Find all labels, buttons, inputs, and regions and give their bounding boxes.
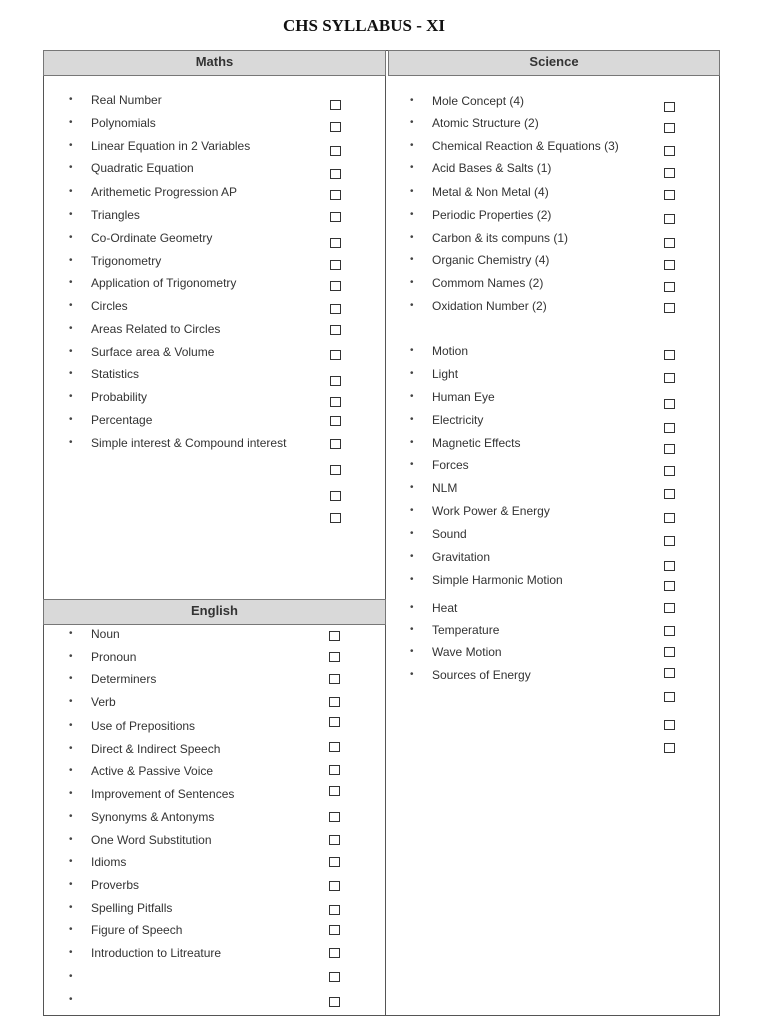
bullet-icon: • <box>410 209 414 220</box>
topic-label: Application of Trigonometry <box>91 276 237 290</box>
topic-label: Gravitation <box>432 550 491 564</box>
checkbox-icon[interactable] <box>330 465 341 475</box>
bullet-icon: • <box>410 646 414 657</box>
topic-label: One Word Substitution <box>91 833 212 847</box>
checkbox-icon[interactable] <box>330 169 341 179</box>
topic-label: Verb <box>91 695 116 709</box>
topic-label: Forces <box>432 458 469 472</box>
page-title: CHS SYLLABUS - XI <box>282 16 445 35</box>
bullet-icon: • <box>410 482 414 493</box>
topic-label: Use of Prepositions <box>91 719 196 733</box>
checkbox-icon[interactable] <box>664 350 675 360</box>
bullet-icon: • <box>410 232 414 243</box>
topic-label: Active & Passive Voice <box>91 764 214 778</box>
checkbox-icon[interactable] <box>329 948 340 958</box>
topic-label: Work Power & Energy <box>432 504 550 518</box>
bullet-icon: • <box>69 94 73 105</box>
checkbox-icon[interactable] <box>329 674 340 684</box>
checkbox-icon[interactable] <box>664 489 675 499</box>
topic-label: Sources of Energy <box>432 668 531 682</box>
bullet-icon: • <box>410 437 414 448</box>
checkbox-icon[interactable] <box>330 146 341 156</box>
bullet-icon: • <box>69 346 73 357</box>
checkbox-icon[interactable] <box>664 513 675 523</box>
bullet-icon: • <box>69 811 73 822</box>
topic-label: Circles <box>91 299 128 313</box>
bullet-icon: • <box>410 300 414 311</box>
checkbox-icon[interactable] <box>664 102 675 112</box>
checkbox-icon[interactable] <box>330 513 341 523</box>
topic-label: Magnetic Effects <box>432 436 521 450</box>
topic-label: Surface area & Volume <box>91 345 215 359</box>
checkbox-icon[interactable] <box>329 742 340 752</box>
bullet-icon: • <box>69 743 73 754</box>
bullet-icon: • <box>410 505 414 516</box>
bullet-icon: • <box>69 117 73 128</box>
checkbox-icon[interactable] <box>329 631 340 641</box>
checkbox-icon[interactable] <box>329 925 340 935</box>
bullet-icon: • <box>69 300 73 311</box>
bullet-icon: • <box>69 720 73 731</box>
topic-label: Human Eye <box>432 390 495 404</box>
checkbox-icon[interactable] <box>330 260 341 270</box>
checkbox-icon[interactable] <box>329 857 340 867</box>
topic-label: Real Number <box>91 93 162 107</box>
topic-label: Simple interest & Compound interest <box>91 436 287 450</box>
bullet-icon: • <box>69 323 73 334</box>
bullet-icon: • <box>410 414 414 425</box>
bullet-icon: • <box>410 602 414 613</box>
topic-label: Electricity <box>432 413 484 427</box>
topic-label: Oxidation Number (2) <box>432 299 547 313</box>
bullet-icon: • <box>410 140 414 151</box>
checkbox-icon[interactable] <box>664 647 675 657</box>
checkbox-icon[interactable] <box>664 168 675 178</box>
topic-label: NLM <box>432 481 458 495</box>
topic-label: Carbon & its compuns (1) <box>432 231 569 245</box>
bullet-icon: • <box>69 765 73 776</box>
bullet-icon: • <box>69 971 73 982</box>
column-divider <box>385 50 386 1016</box>
topic-label: Arithemetic Progression AP <box>91 185 238 199</box>
topic-label: Proverbs <box>91 878 140 892</box>
checkbox-icon[interactable] <box>664 399 675 409</box>
checkbox-icon[interactable] <box>664 692 675 702</box>
checkbox-icon[interactable] <box>664 743 675 753</box>
checkbox-icon[interactable] <box>664 466 675 476</box>
topic-label: Atomic Structure (2) <box>432 116 539 130</box>
topic-label: Improvement of Sentences <box>91 787 235 801</box>
checkbox-icon[interactable] <box>664 123 675 133</box>
topic-label: Trigonometry <box>91 254 162 268</box>
bullet-icon: • <box>69 140 73 151</box>
bullet-icon: • <box>69 437 73 448</box>
bullet-icon: • <box>69 232 73 243</box>
bullet-icon: • <box>69 994 73 1005</box>
bullet-icon: • <box>69 902 73 913</box>
topic-label: Polynomials <box>91 116 156 130</box>
topic-label: Temperature <box>432 623 500 637</box>
bullet-icon: • <box>69 651 73 662</box>
bullet-icon: • <box>410 277 414 288</box>
checkbox-icon[interactable] <box>330 376 341 386</box>
topic-label: Mole Concept (4) <box>432 94 525 108</box>
english-header: English <box>43 599 386 625</box>
checkbox-icon[interactable] <box>330 190 341 200</box>
checkbox-icon[interactable] <box>664 581 675 591</box>
topic-label: Idioms <box>91 855 127 869</box>
bullet-icon: • <box>410 345 414 356</box>
topic-label: Chemical Reaction & Equations (3) <box>432 139 619 153</box>
bullet-icon: • <box>69 879 73 890</box>
maths-header: Maths <box>43 50 386 76</box>
topic-label: Organic Chemistry (4) <box>432 253 550 267</box>
checkbox-icon[interactable] <box>329 997 340 1007</box>
topic-label: Spelling Pitfalls <box>91 901 173 915</box>
bullet-icon: • <box>69 856 73 867</box>
bullet-icon: • <box>69 628 73 639</box>
topic-label: Heat <box>432 601 458 615</box>
checkbox-icon[interactable] <box>330 439 341 449</box>
bullet-icon: • <box>69 186 73 197</box>
topic-label: Triangles <box>91 208 140 222</box>
checkbox-icon[interactable] <box>330 238 341 248</box>
checkbox-icon[interactable] <box>664 423 675 433</box>
bullet-icon: • <box>410 391 414 402</box>
topic-label: Co-Ordinate Geometry <box>91 231 213 245</box>
bullet-icon: • <box>410 186 414 197</box>
bullet-icon: • <box>69 255 73 266</box>
bullet-icon: • <box>69 924 73 935</box>
topic-label: Direct & Indirect Speech <box>91 742 221 756</box>
bullet-icon: • <box>410 669 414 680</box>
bullet-icon: • <box>69 414 73 425</box>
checkbox-icon[interactable] <box>329 717 340 727</box>
bullet-icon: • <box>410 368 414 379</box>
bullet-icon: • <box>69 368 73 379</box>
checkbox-icon[interactable] <box>329 786 340 796</box>
bullet-icon: • <box>410 117 414 128</box>
topic-label: Periodic Properties (2) <box>432 208 552 222</box>
topic-label: Light <box>432 367 459 381</box>
checkbox-icon[interactable] <box>664 373 675 383</box>
topic-label: Motion <box>432 344 469 358</box>
checkbox-icon[interactable] <box>330 100 341 110</box>
checkbox-icon[interactable] <box>664 603 675 613</box>
bullet-icon: • <box>69 162 73 173</box>
checkbox-icon[interactable] <box>329 881 340 891</box>
bullet-icon: • <box>69 696 73 707</box>
checkbox-icon[interactable] <box>330 281 341 291</box>
bullet-icon: • <box>69 277 73 288</box>
checkbox-icon[interactable] <box>664 626 675 636</box>
topic-label: Sound <box>432 527 467 541</box>
bullet-icon: • <box>410 162 414 173</box>
bullet-icon: • <box>69 391 73 402</box>
bullet-icon: • <box>69 209 73 220</box>
bullet-icon: • <box>69 834 73 845</box>
checkbox-icon[interactable] <box>664 561 675 571</box>
checkbox-icon[interactable] <box>329 697 340 707</box>
topic-label: Wave Motion <box>432 645 502 659</box>
checkbox-icon[interactable] <box>664 282 675 292</box>
topic-label: Determiners <box>91 672 157 686</box>
topic-label: Figure of Speech <box>91 923 183 937</box>
checkbox-icon[interactable] <box>330 350 341 360</box>
checkbox-icon[interactable] <box>330 416 341 426</box>
topic-label: Quadratic Equation <box>91 161 194 175</box>
topic-label: Metal & Non Metal (4) <box>432 185 549 199</box>
checkbox-icon[interactable] <box>664 146 675 156</box>
checkbox-icon[interactable] <box>329 905 340 915</box>
checkbox-icon[interactable] <box>664 536 675 546</box>
checkbox-icon[interactable] <box>664 190 675 200</box>
checkbox-icon[interactable] <box>664 214 675 224</box>
bullet-icon: • <box>410 528 414 539</box>
checkbox-icon[interactable] <box>329 835 340 845</box>
checkbox-icon[interactable] <box>330 122 341 132</box>
checkbox-icon[interactable] <box>664 720 675 730</box>
checkbox-icon[interactable] <box>330 304 341 314</box>
topic-label: Acid Bases & Salts (1) <box>432 161 552 175</box>
topic-label: Statistics <box>91 367 140 381</box>
checkbox-icon[interactable] <box>330 325 341 335</box>
checkbox-icon[interactable] <box>330 397 341 407</box>
topic-label: Areas Related to Circles <box>91 322 221 336</box>
checkbox-icon[interactable] <box>664 668 675 678</box>
bullet-icon: • <box>410 95 414 106</box>
topic-label: Introduction to Litreature <box>91 946 222 960</box>
checkbox-icon[interactable] <box>330 491 341 501</box>
checkbox-icon[interactable] <box>329 652 340 662</box>
bullet-icon: • <box>410 254 414 265</box>
bullet-icon: • <box>410 459 414 470</box>
topic-label: Synonyms & Antonyms <box>91 810 215 824</box>
checkbox-icon[interactable] <box>329 972 340 982</box>
checkbox-icon[interactable] <box>664 238 675 248</box>
topic-label: Probability <box>91 390 148 404</box>
checkbox-icon[interactable] <box>329 765 340 775</box>
topic-label: Simple Harmonic Motion <box>432 573 563 587</box>
checkbox-icon[interactable] <box>664 303 675 313</box>
topic-label: Percentage <box>91 413 153 427</box>
checkbox-icon[interactable] <box>329 812 340 822</box>
topic-label: Commom Names (2) <box>432 276 544 290</box>
topic-label: Linear Equation in 2 Variables <box>91 139 251 153</box>
bullet-icon: • <box>69 673 73 684</box>
bullet-icon: • <box>69 947 73 958</box>
topic-label: Pronoun <box>91 650 137 664</box>
science-header: Science <box>388 50 720 76</box>
checkbox-icon[interactable] <box>330 212 341 222</box>
checkbox-icon[interactable] <box>664 260 675 270</box>
bullet-icon: • <box>69 788 73 799</box>
bullet-icon: • <box>410 574 414 585</box>
bullet-icon: • <box>410 551 414 562</box>
bullet-icon: • <box>410 624 414 635</box>
topic-label: Noun <box>91 627 120 641</box>
checkbox-icon[interactable] <box>664 444 675 454</box>
